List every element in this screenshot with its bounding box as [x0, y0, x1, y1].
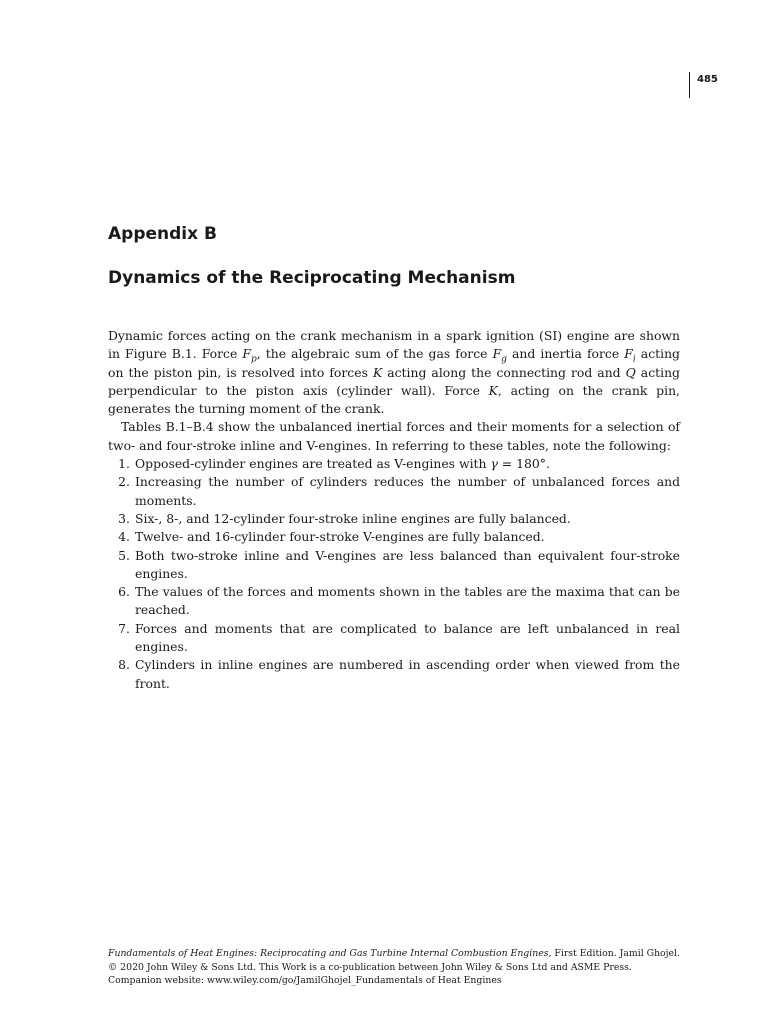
page-number-rule — [689, 72, 690, 98]
list-item: 3. Six-, 8-, and 12-cylinder four-stroke inline engines are fully balanced. — [118, 510, 571, 526]
paragraph-1 — [108, 327, 680, 418]
force-k-symbol: K — [488, 382, 498, 398]
list-item: 2. Increasing the number of cylinders reduces the number of unbalanced forces and moments. — [118, 474, 680, 508]
edition-author: First Edition. Jamil Ghojel. — [551, 948, 680, 959]
p1-text: , acting on the crank pin, generates the turning moment of the crank. — [108, 382, 680, 417]
book-title: Fundamentals of Heat Engines: Reciprocating and Gas Turbine Internal Combustion Engines, — [108, 948, 552, 959]
list-item: 4. Twelve- and 16-cylinder four-stroke V-engines are fully balanced. — [118, 529, 545, 545]
gamma-symbol: γ — [490, 456, 498, 472]
appendix-label: Appendix B — [108, 224, 217, 244]
force-fg-symbol: $F_g$ — [492, 346, 507, 365]
paragraph-2: Tables B.1–B.4 show the unbalanced inertial forces and their moments for a selection of two- and four-stroke inline and V-engines. In referring to these tables, note the following: — [108, 419, 680, 453]
page-number: 485 — [697, 74, 718, 85]
notes-list — [108, 455, 680, 693]
force-fp-symbol: $F_p$ — [242, 346, 257, 365]
footer-citation — [108, 947, 688, 961]
p1-text: and inertia force — [506, 346, 625, 362]
list-item: 7. Forces and moments that are complicated to balance are left unbalanced in real engines. — [118, 620, 680, 655]
p1-text: Dynamic forces acting on the crank mechanism in a spark ignition (SI) engine are shown in Figure B.1. Force — [108, 328, 680, 362]
force-q-symbol: Q — [625, 364, 636, 380]
chapter-title: Dynamics of the Reciprocating Mechanism — [108, 268, 516, 288]
body-text — [108, 327, 680, 693]
list-item: 5. Both two-stroke inline and V-engines are less balanced than equivalent four-stroke engines. — [118, 547, 680, 581]
p1-text: acting along the connecting rod and — [382, 364, 626, 380]
force-k-symbol: K — [372, 364, 383, 380]
list-item: 8. Cylinders in inline engines are numbered in ascending order when viewed from the front. — [118, 657, 680, 691]
list-item: 1. Opposed-cylinder engines are treated as V-engines with γ = 180°. — [118, 456, 550, 472]
force-fi-symbol: $F_i$ — [624, 346, 636, 365]
p1-text: acting perpendicular to the piston axis (cylinder wall). Force — [108, 364, 680, 398]
copyright-line: © 2020 John Wiley & Sons Ltd. This Work is a co-publication between John Wiley & Sons Ltd and ASME Press. — [108, 961, 632, 973]
list-item: 6. The values of the forces and moments shown in the tables are the maxima that can be reached. — [118, 584, 680, 618]
p1-text: acting on the piston pin, is resolved into forces — [108, 346, 680, 380]
footer — [108, 947, 688, 988]
companion-website: Companion website: www.wiley.com/go/JamilGhojel_Fundamentals of Heat Engines — [108, 975, 502, 987]
p1-text: , the algebraic sum of the gas force — [256, 346, 493, 362]
